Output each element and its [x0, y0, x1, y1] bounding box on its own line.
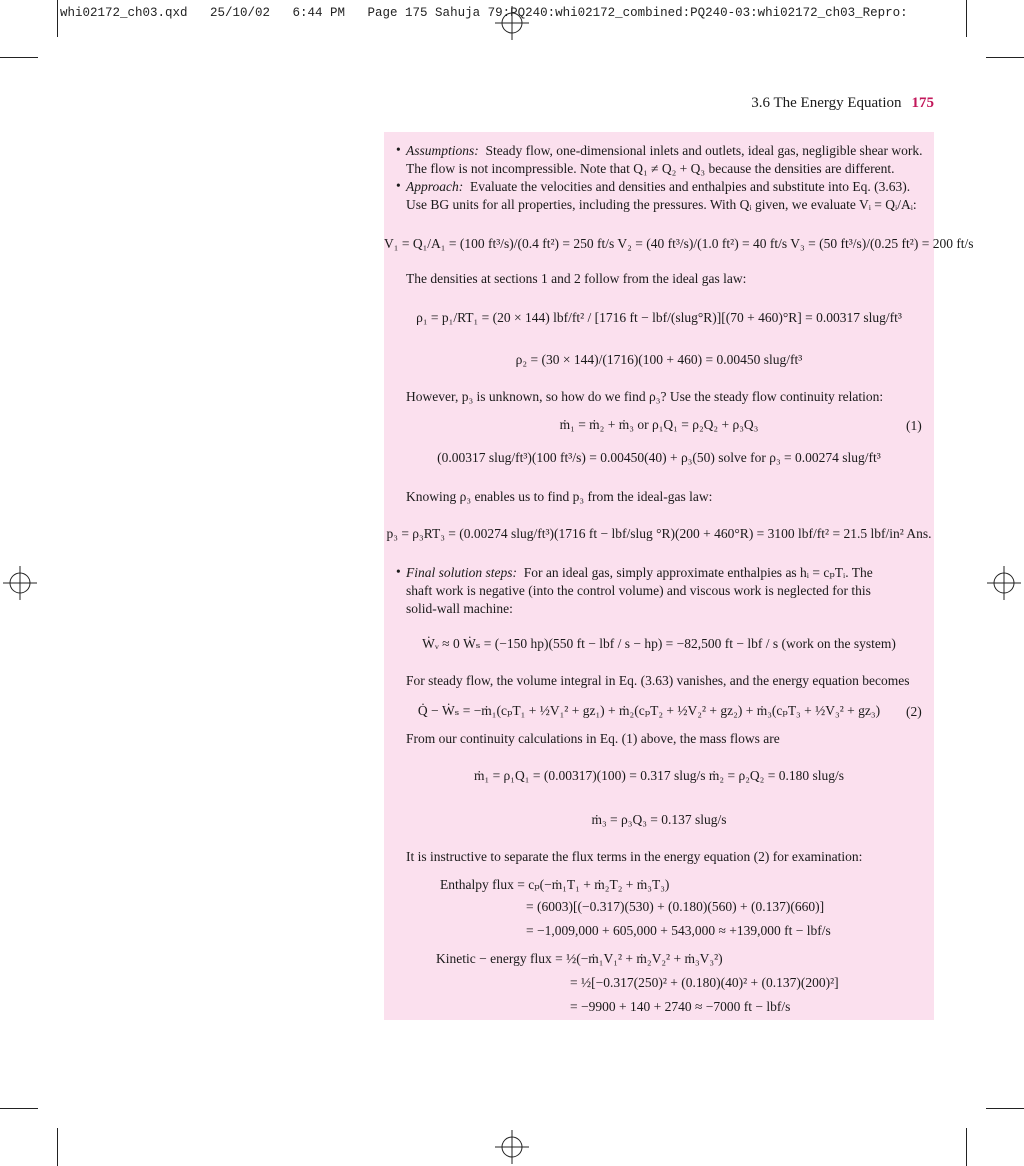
bullet-icon: •	[396, 564, 401, 579]
print-slug: whi02172_ch03.qxd 25/10/02 6:44 PM Page 175 Sahuja 79:PQ240:whi02172_combined:PQ240-03:whi02172_ch03_Repro:	[60, 6, 908, 20]
enthalpy-flux-line-3: = −1,009,000 + 605,000 + 543,000 ≈ +139,000 ft − lbf/s	[526, 923, 831, 938]
flux-intro-text: It is instructive to separate the flux terms in the energy equation (2) for examination:	[406, 849, 863, 864]
knowing-rho3-text: Knowing ρ₃ enables us to find p₃ from the ideal-gas law:	[406, 489, 713, 504]
final-steps-line-3: solid-wall machine:	[406, 601, 513, 616]
section-title: 3.6 The Energy Equation	[751, 95, 902, 111]
kinetic-flux-line-2: = ½[−0.317(250)² + (0.180)(40)² + (0.137)(200)²]	[570, 975, 839, 990]
kinetic-flux-line-3: = −9900 + 140 + 2740 ≈ −7000 ft − lbf/s	[570, 999, 791, 1014]
crop-mark	[966, 1128, 967, 1166]
registration-mark-icon	[495, 6, 529, 40]
mass-flow-1-2-equation: ṁ₁ = ρ₁Q₁ = (0.00317)(100) = 0.317 slug/s ṁ₂ = ρ₂Q₂ = 0.180 slug/s	[473, 768, 845, 783]
kinetic-flux-line-1: Kinetic − energy flux = ½(−ṁ₁V₁² + ṁ₂V₂² + ṁ₃V₃²)	[436, 951, 723, 966]
approach-label: Approach:	[406, 179, 464, 194]
assumptions-line-1	[406, 142, 923, 160]
enthalpy-flux-line-1: Enthalpy flux = cₚ(−ṁ₁T₁ + ṁ₂T₂ + ṁ₃T₃)	[440, 877, 670, 892]
energy-equation: Q̇ − Ẇₛ = −ṁ₁(cₚT₁ + ½V₁² + gz₁) + ṁ₂(cₚT₂ + ½V₂² + gz₂) + ṁ₃(cₚT₃ + ½V₃² + gz₃)	[417, 703, 881, 718]
mass-flow-3-equation: ṁ₃ = ρ₃Q₃ = 0.137 slug/s	[591, 812, 727, 827]
registration-mark-icon	[495, 1130, 529, 1164]
crop-mark	[986, 57, 1024, 58]
page-number: 175	[911, 95, 934, 111]
rho2-equation: ρ₂ = (30 × 144)/(1716)(100 + 460) = 0.00450 slug/ft³	[515, 352, 803, 367]
approach-line-2: Use BG units for all properties, including the pressures. With Qᵢ given, we evaluate Vᵢ = Qᵢ/Aᵢ:	[406, 197, 917, 212]
running-head	[751, 95, 934, 112]
continuity-equation: ṁ₁ = ṁ₂ + ṁ₃ or ρ₁Q₁ = ρ₂Q₂ + ρ₃Q₃	[559, 417, 759, 432]
densities-text: The densities at sections 1 and 2 follow from the ideal gas law:	[406, 271, 747, 286]
approach-text: Evaluate the velocities and densities and enthalpies and substitute into Eq. (3.63).	[470, 179, 911, 194]
final-steps-line-2: shaft work is negative (into the control volume) and viscous work is neglected for this	[406, 583, 871, 598]
final-steps-line-1	[406, 564, 873, 582]
bullet-icon: •	[396, 142, 401, 157]
registration-mark-icon	[987, 566, 1021, 600]
assumptions-line-2: The flow is not incompressible. Note that Q₁ ≠ Q₂ + Q₃ because the densities are different.	[406, 161, 895, 176]
crop-mark	[986, 1108, 1024, 1109]
equation-number-2: (2)	[906, 704, 922, 719]
work-equations: Ẇᵥ ≈ 0 Ẇₛ = (−150 hp)(550 ft − lbf / s − hp) = −82,500 ft − lbf / s (work on the system)	[422, 636, 896, 651]
assumptions-label: Assumptions:	[406, 143, 479, 158]
enthalpy-flux-line-2: = (6003)[(−0.317)(530) + (0.180)(560) + (0.137)(660)]	[526, 899, 825, 914]
final-steps-text: For an ideal gas, simply approximate enthalpies as hᵢ = cₚTᵢ. The	[523, 565, 873, 580]
crop-mark	[57, 1128, 58, 1166]
crop-mark	[57, 0, 58, 37]
final-steps-label: Final solution steps:	[406, 565, 517, 580]
approach-line-1	[406, 178, 910, 196]
mass-flow-text: From our continuity calculations in Eq. (1) above, the mass flows are	[406, 731, 780, 746]
example-panel	[384, 132, 974, 1020]
crop-mark	[0, 1108, 38, 1109]
equation-number-1: (1)	[906, 418, 922, 433]
steady-flow-text: For steady flow, the volume integral in Eq. (3.63) vanishes, and the energy equation becomes	[406, 673, 910, 688]
assumptions-text: Steady flow, one-dimensional inlets and outlets, ideal gas, negligible shear work.	[485, 143, 923, 158]
velocity-equations: V₁ = Q₁/A₁ = (100 ft³/s)/(0.4 ft²) = 250 ft/s V₂ = (40 ft³/s)/(1.0 ft²) = 40 ft/s V₃ = (50 ft³/s)/(0.25 ft²) = 200 ft/s	[384, 236, 974, 251]
bullet-icon: •	[396, 178, 401, 193]
registration-mark-icon	[3, 566, 37, 600]
crop-mark	[966, 0, 967, 37]
rho3-equation: (0.00317 slug/ft³)(100 ft³/s) = 0.00450(40) + ρ₃(50) solve for ρ₃ = 0.00274 slug/ft³	[437, 450, 881, 465]
p3-unknown-text: However, p₃ is unknown, so how do we find ρ₃? Use the steady flow continuity relation:	[406, 389, 884, 404]
crop-mark	[0, 57, 38, 58]
p3-equation: p₃ = ρ₃RT₃ = (0.00274 slug/ft³)(1716 ft − lbf/slug °R)(200 + 460°R) = 3100 lbf/ft² = 21.5 lbf/in² Ans.	[386, 526, 932, 541]
rho1-equation: ρ₁ = p₁/RT₁ = (20 × 144) lbf/ft² / [1716 ft − lbf/(slug°R)][(70 + 460)°R] = 0.00317 slug/ft³	[416, 310, 902, 325]
